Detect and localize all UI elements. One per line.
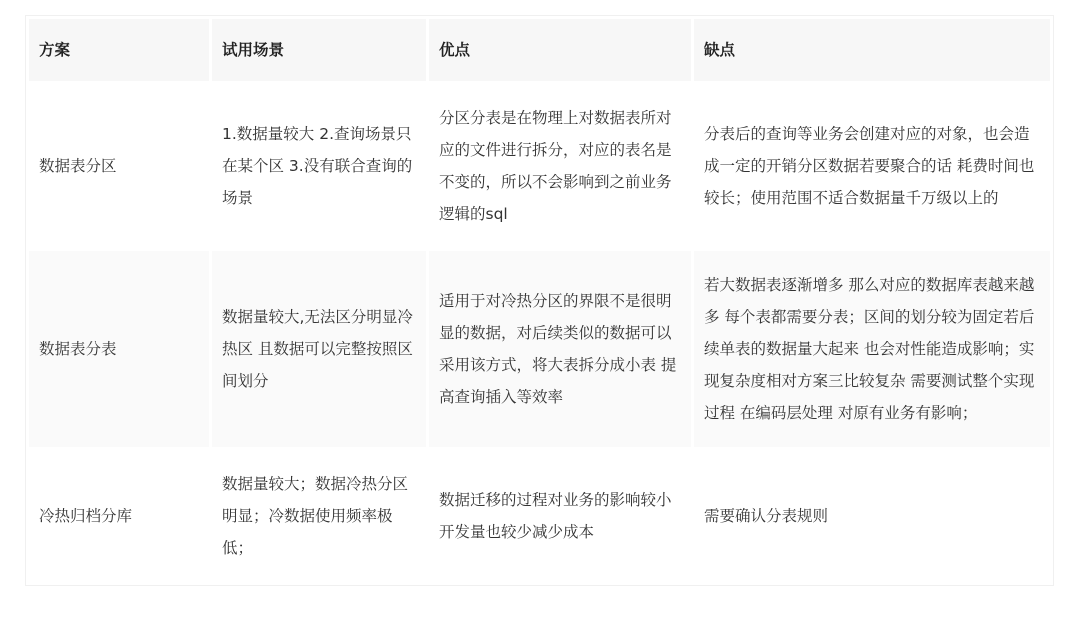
cell-scheme: 冷热归档分库 — [29, 450, 209, 582]
cell-cons: 若大数据表逐渐增多 那么对应的数据库表越来越多 每个表都需要分表；区间的划分较为固定若后续单表的数据量大起来 也会对性能造成影响；实现复杂度相对方案三比较复杂 需要测试整个实现过程 在编码层处理 对原有业务有影响； — [694, 251, 1050, 447]
header-scenario: 试用场景 — [212, 19, 426, 81]
table-row — [29, 251, 1050, 447]
cell-scenario: 数据量较大；数据冷热分区明显；冷数据使用频率极低； — [212, 450, 426, 582]
header-row — [29, 19, 1050, 81]
cell-cons: 需要确认分表规则 — [694, 450, 1050, 582]
header-scheme: 方案 — [29, 19, 209, 81]
cell-scenario: 数据量较大,无法区分明显冷热区 且数据可以完整按照区间划分 — [212, 251, 426, 447]
cell-pros: 分区分表是在物理上对数据表所对应的文件进行拆分，对应的表名是不变的，所以不会影响到之前业务逻辑的sql — [429, 84, 691, 248]
table-header — [29, 19, 1050, 81]
comparison-table — [26, 16, 1053, 585]
cell-scheme: 数据表分表 — [29, 251, 209, 447]
cell-scheme: 数据表分区 — [29, 84, 209, 248]
table-row — [29, 84, 1050, 248]
table-body — [29, 84, 1050, 582]
cell-cons: 分表后的查询等业务会创建对应的对象，也会造成一定的开销分区数据若要聚合的话 耗费时间也较长；使用范围不适合数据量千万级以上的 — [694, 84, 1050, 248]
cell-pros: 适用于对冷热分区的界限不是很明显的数据，对后续类似的数据可以采用该方式，将大表拆分成小表 提高查询插入等效率 — [429, 251, 691, 447]
header-pros: 优点 — [429, 19, 691, 81]
cell-pros: 数据迁移的过程对业务的影响较小 开发量也较少减少成本 — [429, 450, 691, 582]
comparison-table-container — [25, 15, 1054, 586]
cell-scenario: 1.数据量较大 2.查询场景只在某个区 3.没有联合查询的场景 — [212, 84, 426, 248]
table-row — [29, 450, 1050, 582]
header-cons: 缺点 — [694, 19, 1050, 81]
